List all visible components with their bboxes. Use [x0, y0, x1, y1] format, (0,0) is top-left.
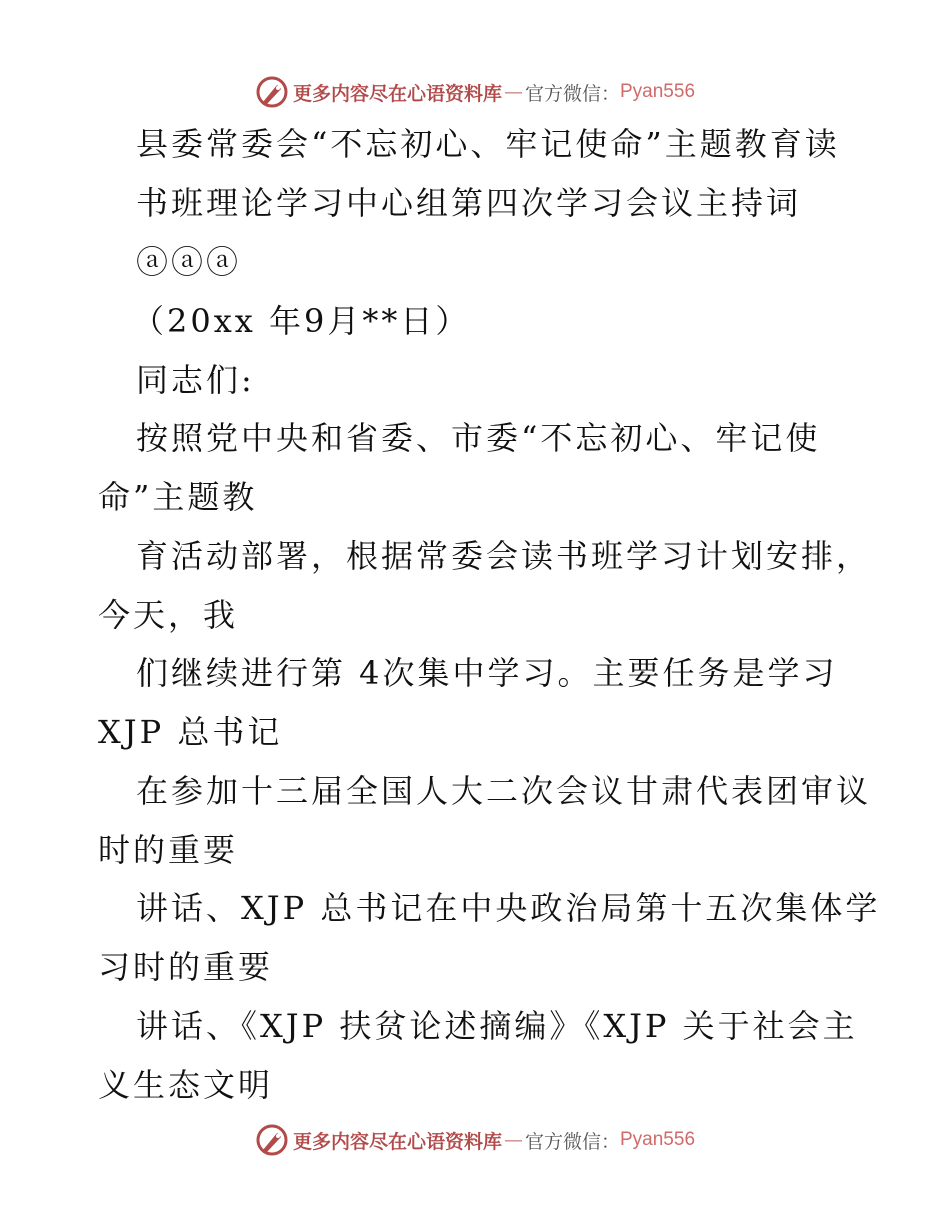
paragraph-line: 育活动部署，根据常委会读书班学习计划安排，: [136, 537, 872, 575]
banner-wechat-id: Pyan556: [620, 81, 696, 102]
greeting: 同志们:: [136, 361, 255, 399]
document-title-line-1: 县委常委会“不忘初心、牢记使命”主题教育读: [136, 125, 840, 163]
paragraph-line: 讲话、《XJP 扶贫论述摘编》《XJP 关于社会主: [136, 1007, 858, 1045]
paragraph-line: XJP 总书记: [98, 713, 283, 751]
paragraph-line: 习时的重要: [98, 948, 274, 986]
paragraph-line: 在参加十三届全国人大二次会议甘肃代表团审议: [136, 772, 872, 810]
document-title-line-2: 书班理论学习中心组第四次学习会议主持词: [136, 184, 802, 222]
paragraph-line: 们继续进行第 4次集中学习。主要任务是学习: [136, 654, 838, 692]
banner-wechat-label: 官方微信：: [524, 82, 620, 105]
paragraph-line: 时的重要: [98, 831, 239, 869]
banner-separator: —: [503, 81, 523, 103]
banner-separator: —: [503, 1129, 523, 1151]
header-banner: [0, 72, 950, 112]
paragraph-line: 义生态文明: [98, 1066, 274, 1104]
author-mark: ⓐⓐⓐ: [136, 243, 242, 281]
footer-banner: [0, 1120, 950, 1160]
banner-wechat-label: 官方微信：: [524, 1130, 620, 1153]
banner-text: 更多内容尽在心语资料库: [292, 82, 502, 105]
paragraph-line: 命”主题教: [98, 478, 258, 516]
paragraph-line: 今天，我: [98, 596, 239, 634]
banner-text: 更多内容尽在心语资料库: [292, 1130, 502, 1153]
banner-wechat-id: Pyan556: [620, 1129, 696, 1150]
paragraph-line: 讲话、XJP 总书记在中央政治局第十五次集体学: [136, 889, 881, 927]
paragraph-line: 按照党中央和省委、市委“不忘初心、牢记使: [136, 419, 821, 457]
pen-nib-logo-icon: [255, 75, 289, 109]
document-date: （20xx 年9月**日）: [132, 302, 471, 340]
pen-nib-logo-icon: [255, 1123, 289, 1157]
